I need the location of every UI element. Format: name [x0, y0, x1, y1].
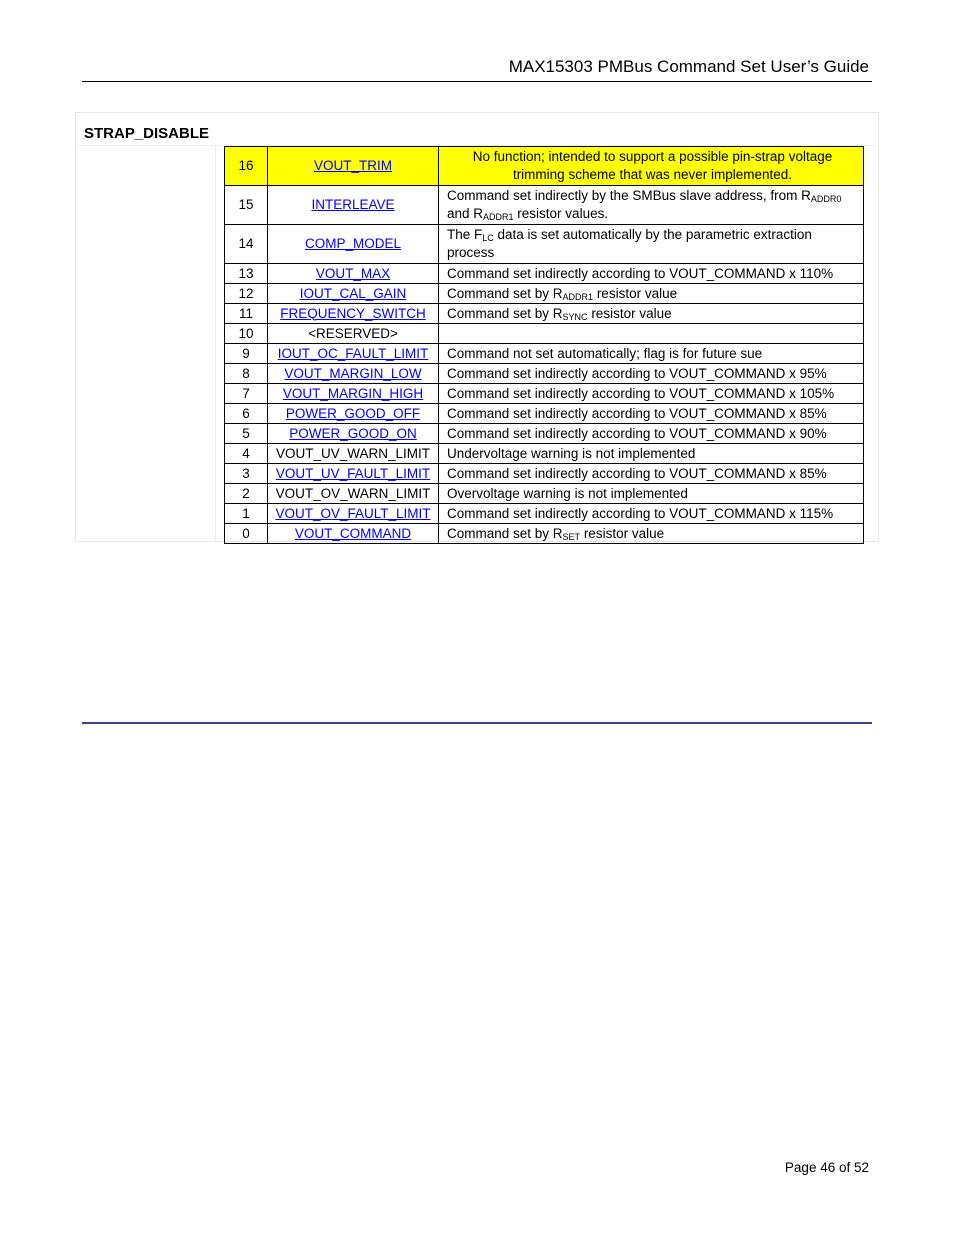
command-cell [268, 225, 439, 264]
document-title: MAX15303 PMBus Command Set User’s Guide [508, 57, 869, 76]
command-cell: VOUT_OV_WARN_LIMIT [268, 484, 439, 504]
description-cell: Command set indirectly according to VOUT_COMMAND x 110% [439, 264, 864, 284]
table-row [225, 504, 864, 524]
bit-number: 10 [225, 324, 268, 344]
table-row [225, 444, 864, 464]
command-link[interactable]: VOUT_TRIM [313, 158, 392, 173]
table-row [225, 524, 864, 544]
table-row [225, 364, 864, 384]
command-cell [268, 264, 439, 284]
bit-number: 6 [225, 404, 268, 424]
table-row [225, 464, 864, 484]
description-cell: Command set indirectly according to VOUT_COMMAND x 85% [439, 464, 864, 484]
command-link[interactable]: VOUT_COMMAND [294, 525, 412, 541]
section-column-divider [215, 145, 216, 541]
command-cell: <RESERVED> [268, 324, 439, 344]
command-cell: VOUT_UV_WARN_LIMIT [268, 444, 439, 464]
bit-number: 7 [225, 384, 268, 404]
description-cell [439, 284, 864, 304]
description-cell: Command set indirectly according to VOUT_COMMAND x 105% [439, 384, 864, 404]
desc-text: Command set by R [447, 285, 563, 301]
command-link[interactable]: COMP_MODEL [304, 236, 402, 251]
command-link[interactable]: VOUT_OV_FAULT_LIMIT [275, 505, 431, 521]
command-cell [268, 364, 439, 384]
command-link[interactable]: VOUT_MAX [315, 265, 391, 281]
bit-number: 4 [225, 444, 268, 464]
table-row [225, 344, 864, 364]
desc-text: resistor values. [513, 206, 609, 221]
description-cell: No function; intended to support a possible pin-strap voltage trimming scheme that was never implemented. [439, 147, 864, 186]
page-number: Page 46 of 52 [784, 1160, 869, 1175]
command-cell [268, 344, 439, 364]
command-link[interactable]: VOUT_MARGIN_LOW [284, 365, 422, 381]
command-cell [268, 464, 439, 484]
bit-number: 9 [225, 344, 268, 364]
table-row [225, 186, 864, 225]
subscript: ADDR1 [562, 291, 594, 302]
description-cell: Command set indirectly according to VOUT_COMMAND x 115% [439, 504, 864, 524]
footer-divider [82, 722, 872, 724]
desc-text: resistor value [593, 285, 678, 301]
subscript: ADDR0 [810, 194, 842, 204]
desc-text: resistor value [580, 525, 665, 541]
description-cell: Command set indirectly according to VOUT_COMMAND x 95% [439, 364, 864, 384]
desc-text: resistor value [587, 305, 672, 321]
bit-number: 13 [225, 264, 268, 284]
command-link[interactable]: IOUT_CAL_GAIN [299, 285, 407, 301]
table-row [225, 225, 864, 264]
command-cell [268, 304, 439, 324]
section-heading: STRAP_DISABLE [84, 125, 210, 142]
command-link[interactable]: POWER_GOOD_ON [289, 425, 417, 441]
command-cell [268, 504, 439, 524]
bit-number: 11 [225, 304, 268, 324]
bit-number: 14 [225, 225, 268, 264]
desc-text: Command set indirectly by the SMBus slave address, from R [447, 188, 811, 203]
command-cell [268, 384, 439, 404]
command-link[interactable]: INTERLEAVE [311, 197, 395, 212]
command-link[interactable]: FREQUENCY_SWITCH [280, 305, 426, 321]
bit-number: 8 [225, 364, 268, 384]
description-cell: Overvoltage warning is not implemented [439, 484, 864, 504]
command-cell [268, 524, 439, 544]
command-link[interactable]: VOUT_MARGIN_HIGH [282, 385, 424, 401]
subscript: LC [482, 233, 494, 243]
description-cell [439, 225, 864, 264]
table-row [225, 264, 864, 284]
desc-text: and R [447, 206, 484, 221]
desc-text: Command set by R [447, 305, 563, 321]
desc-text: Command set by R [447, 525, 563, 541]
bit-number: 12 [225, 284, 268, 304]
bit-number: 15 [225, 186, 268, 225]
subscript: SET [562, 531, 581, 542]
bit-number: 3 [225, 464, 268, 484]
command-cell [268, 147, 439, 186]
command-cell [268, 404, 439, 424]
subscript: SYNC [562, 311, 588, 322]
description-cell: Command set indirectly according to VOUT_COMMAND x 85% [439, 404, 864, 424]
table-row [225, 304, 864, 324]
table-row [225, 324, 864, 344]
table-row [225, 384, 864, 404]
table-row [225, 284, 864, 304]
description-cell: Undervoltage warning is not implemented [439, 444, 864, 464]
bit-number: 2 [225, 484, 268, 504]
subscript: ADDR1 [483, 212, 514, 222]
bit-number: 5 [225, 424, 268, 444]
command-link[interactable]: VOUT_UV_FAULT_LIMIT [275, 465, 431, 481]
desc-text: data is set automatically by the parametric extraction process [447, 227, 812, 260]
bit-number: 1 [225, 504, 268, 524]
description-cell: Command set indirectly according to VOUT_COMMAND x 90% [439, 424, 864, 444]
strap-disable-bit-table [224, 146, 864, 544]
command-link[interactable]: IOUT_OC_FAULT_LIMIT [277, 345, 429, 361]
command-cell [268, 284, 439, 304]
description-cell [439, 324, 864, 344]
table-row [225, 147, 864, 186]
description-cell [439, 186, 864, 225]
table-row [225, 484, 864, 504]
desc-text: The F [447, 227, 483, 242]
description-cell: Command not set automatically; flag is for future sue [439, 344, 864, 364]
command-cell [268, 424, 439, 444]
table-row [225, 404, 864, 424]
command-link[interactable]: POWER_GOOD_OFF [285, 405, 421, 421]
description-cell [439, 524, 864, 544]
table-row [225, 424, 864, 444]
description-cell [439, 304, 864, 324]
bit-number: 16 [225, 147, 268, 186]
command-cell [268, 186, 439, 225]
header-divider [82, 81, 872, 82]
bit-number: 0 [225, 524, 268, 544]
